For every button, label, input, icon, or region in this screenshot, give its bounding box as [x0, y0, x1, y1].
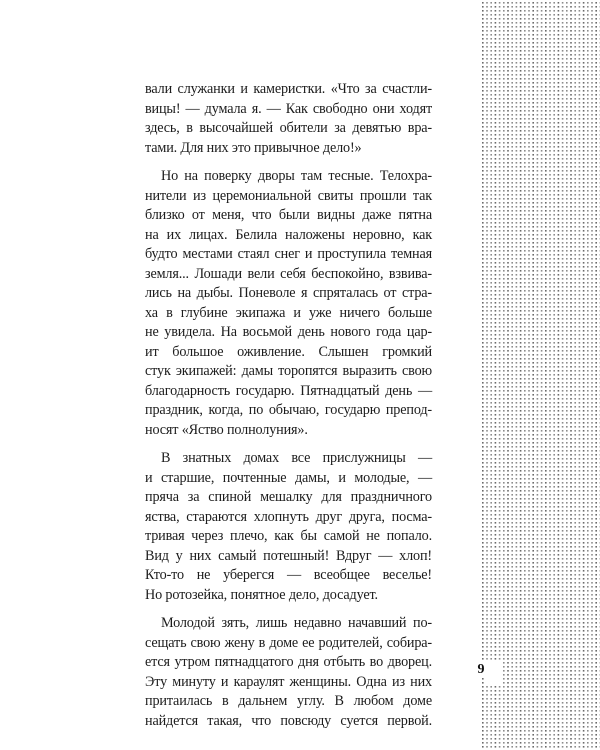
text-line: здесь, в высочайшей обители за девятью вра-: [145, 120, 432, 136]
text-line: не увидела. На восьмой день нового года цар-: [145, 324, 432, 340]
text-line: ется утром пятнадцатого дня отбыть во дворец.: [145, 654, 432, 670]
text-line: благодарность государю. Пятнадцатый день —: [145, 382, 432, 399]
text-line: стук экипажей: дамы торопятся выразить свою: [145, 363, 432, 379]
text-line: пряча за спиной мешалку для праздничного: [145, 489, 432, 505]
text-line: будто местами стаял снег и проступила темная: [145, 246, 432, 262]
text-line: и старшие, почтенные дамы, и молодые, —: [145, 469, 432, 486]
text-line: ха в глубине экипажа и уже ничего больше: [145, 304, 432, 321]
text-line: тривая через плечо, как бы самой не попало.: [145, 528, 432, 544]
text-line: Но ротозейка, понятное дело, досадует.: [145, 586, 378, 603]
text-line: сещать свою жену в доме ее родителей, собира-: [145, 634, 432, 651]
text-line: Вид у них самый потешный! Вдруг — хлоп!: [145, 547, 432, 564]
text-line: Но на поверку дворы там тесные. Телохра-: [161, 168, 432, 184]
text-line: ит большое оживление. Слышен громкий: [145, 343, 432, 360]
text-line: лись на дыбы. Поневоле я спряталась от стра-: [145, 285, 432, 301]
text-line: Кто-то не уберегся — всеобщее веселье!: [145, 567, 432, 583]
page-number: 9: [472, 662, 490, 678]
paragraph: [145, 614, 432, 731]
text-line: найдется такая, что повсюду суется первой.: [145, 712, 432, 729]
text-line: яства, стараются хлопнуть друг друга, посма-: [145, 508, 432, 525]
paragraph: [145, 167, 432, 440]
body-text: [145, 80, 432, 731]
text-line: близко от меня, что были видны даже пятна: [145, 207, 432, 223]
text-line: носят «Яство полнолуния».: [145, 421, 308, 438]
text-line: праздник, когда, по обычаю, государю препод-: [145, 402, 432, 418]
text-line: вали служанки и камеристки. «Что за счастли-: [145, 81, 432, 97]
paragraph: [145, 80, 432, 158]
text-line: Молодой зять, лишь недавно начавший по-: [161, 615, 432, 631]
text-line: земля... Лошади вели себя беспокойно, взвива-: [145, 265, 432, 282]
text-line: Эту минуту и караулят женщины. Одна из них: [145, 673, 432, 690]
text-line: на их лицах. Белила наложены неровно, как: [145, 226, 432, 243]
text-line: В знатных домах все прислужницы —: [161, 450, 432, 466]
text-line: притаилась в дальнем углу. В любом доме: [145, 693, 432, 709]
paragraph: [145, 449, 432, 605]
decorative-margin-pattern: [480, 0, 600, 750]
text-line: вицы! — думала я. — Как свободно они ходят: [145, 100, 432, 117]
text-line: нители из церемониальной свиты прошли так: [145, 187, 432, 204]
text-line: тами. Для них это привычное дело!»: [145, 139, 362, 156]
